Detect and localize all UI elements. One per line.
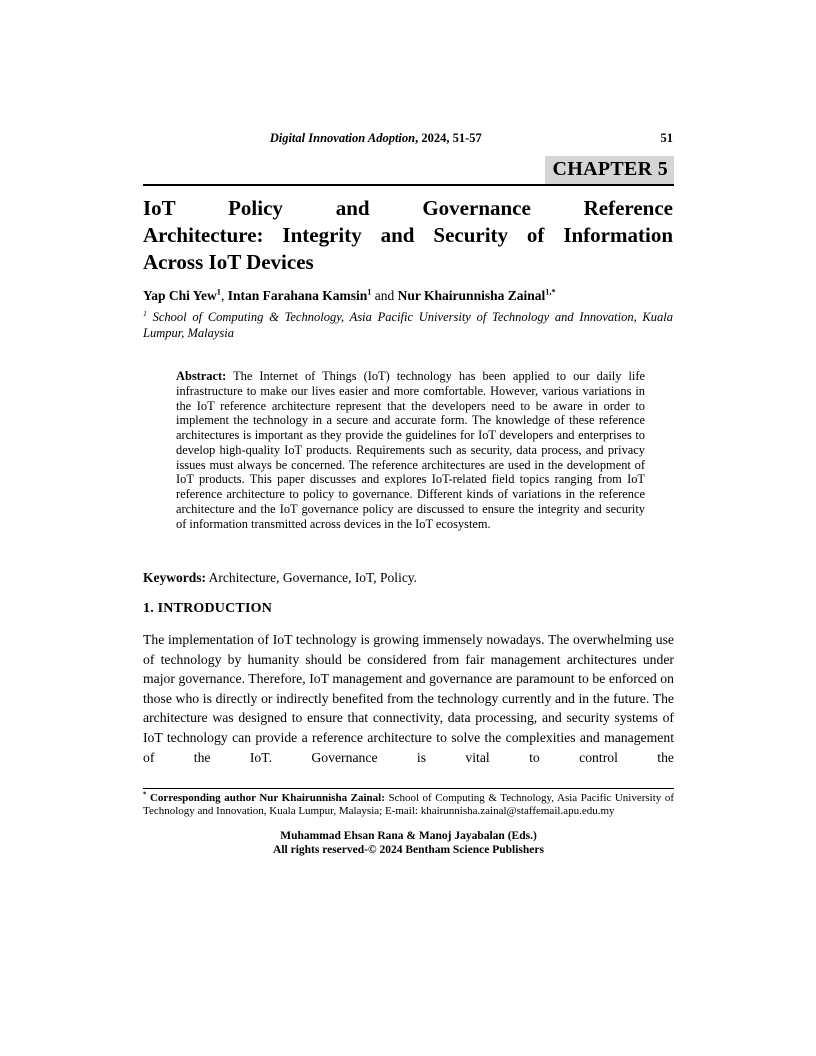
title-line-2: Architecture: Integrity and Security of Information (143, 223, 673, 247)
footnote-label: Corresponding author Nur Khairunnisha Zainal: (146, 792, 385, 804)
affiliation (143, 310, 673, 341)
abstract (176, 369, 645, 531)
chapter-badge: CHAPTER 5 (545, 156, 674, 184)
abstract-text: The Internet of Things (IoT) technology has been applied to our daily life infrastructure to make our lives easier and more comfortable. However, various variations in the IoT reference architecture represent that the developers need to be aware in order to implement the technology in a secure and accurate form. The knowledge of these reference architectures is important as they provide the guidelines for IoT developers and enterprises to develop high-quality IoT products. Requirements such as security, data process, and privacy issues must always be concerned. The reference architectures are used in the development of IoT products. This paper discusses and explores IoT-related field topics ranging from IoT reference architecture to policy to governance. Different kinds of variations in the reference architecture and the IoT governance policy are discussed to ensure the integrity and security of information transmitted across devices in the IoT ecosystem. (176, 369, 645, 531)
keywords-label: Keywords: (143, 570, 206, 585)
authors-and: and (371, 288, 398, 303)
title-line-3: Across IoT Devices (143, 250, 314, 274)
rights-line: All rights reserved-© 2024 Bentham Science Publishers (273, 844, 544, 856)
introduction-paragraph: The implementation of IoT technology is growing immensely nowadays. The overwhelming use of technology by humanity should be considered from fair management architectures under major governance. Therefore, IoT management and governance are paramount to be enforced on those who is directly or indirectly benefited from the technology currently and in the future. The architecture was designed to ensure that connectivity, data processing, and security systems of IoT technology can provide a reference architecture to solve the complexities and management of the IoT. Governance is vital to control the (143, 632, 674, 765)
affiliation-text: School of Computing & Technology, Asia Pacific University of Technology and Innovation, Kuala Lumpur, Malaysia (143, 310, 673, 340)
running-header (143, 131, 673, 146)
author-1: Yap Chi Yew$^1$ (143, 287, 221, 303)
footnote-text: School of Computing & Technology, Asia Pacific University of Technology and Innovation, Kuala Lumpur, Malaysia; E-mail: khairunnisha.zainal@staffemail.apu.edu.my (143, 792, 674, 817)
section-heading-introduction: 1. INTRODUCTION (143, 601, 273, 616)
author-separator: , (220, 288, 228, 303)
footnote-star: * (143, 791, 147, 799)
author-2-affiliation-mark: 1 (367, 287, 372, 297)
keywords (143, 570, 673, 586)
keywords-text: Architecture, Governance, IoT, Policy. (208, 570, 418, 585)
header-rule (143, 184, 674, 186)
publisher-block (143, 829, 674, 857)
chapter-row (143, 156, 674, 184)
journal-reference (143, 131, 661, 146)
journal-title: Digital Innovation Adoption (269, 131, 416, 145)
footnote-rule (143, 788, 674, 789)
author-2: Intan Farahana Kamsin$^1$ (227, 287, 372, 303)
chapter-title (143, 195, 673, 276)
author-3-affiliation-mark: 1,* (545, 287, 556, 297)
title-line-1: IoT Policy and Governance Reference (143, 196, 673, 220)
editors-line: Muhammad Ehsan Rana & Manoj Jayabalan (Eds.) (280, 830, 537, 842)
corresponding-author-footnote (143, 792, 674, 818)
author-1-affiliation-mark: 1 (216, 287, 221, 297)
affiliation-mark: 1 (143, 308, 147, 318)
authors-line (143, 288, 673, 304)
journal-meta: , 2024, 51-57 (415, 131, 482, 145)
page-number: 51 (660, 131, 673, 145)
abstract-label: Abstract: (176, 369, 227, 383)
author-3: Nur Khairunnisha Zainal$^{1,*}$ (397, 287, 556, 303)
